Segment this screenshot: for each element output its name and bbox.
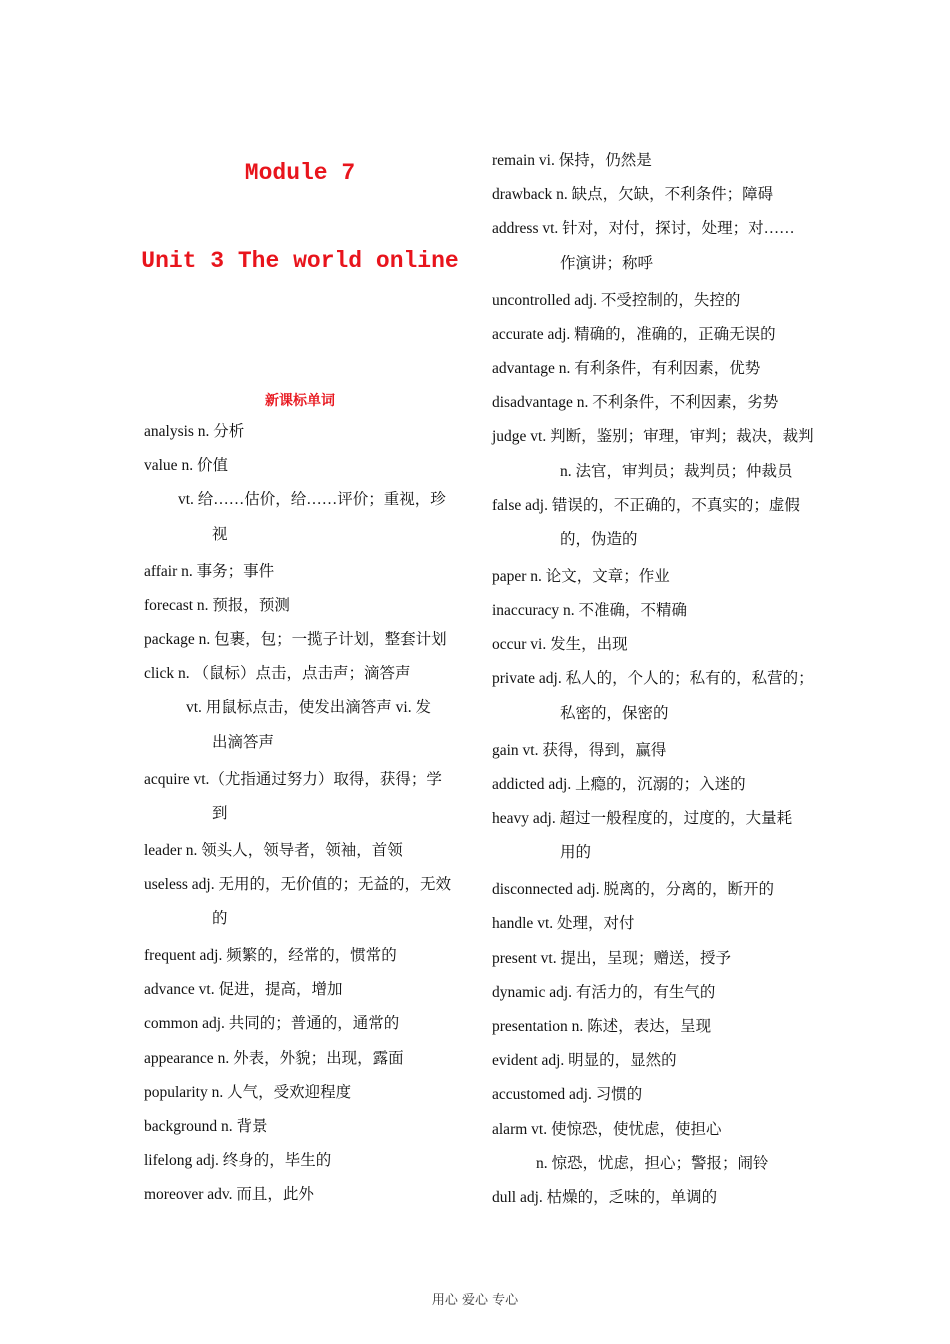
- vocab-line: uncontrolled adj. 不受控制的，失控的: [492, 291, 741, 309]
- vocab-line: presentation n. 陈述，表达，呈现: [492, 1017, 712, 1035]
- vocab-line: judge vt. 判断，鉴别；审理，审判；裁决，裁判: [492, 428, 814, 446]
- vocab-line: moreover adv. 而且，此外: [144, 1186, 314, 1204]
- vocab-line: 到: [212, 804, 228, 822]
- page-footer: 用心 爱心 专心: [431, 1293, 519, 1308]
- vocab-line: paper n. 论文，文章；作业: [492, 567, 670, 585]
- vocab-line: 作演讲；称呼: [560, 254, 654, 272]
- vocab-line: affair n. 事务；事件: [144, 562, 275, 580]
- vocab-line: dynamic adj. 有活力的，有生气的: [492, 983, 716, 1001]
- vocab-line: gain vt. 获得，得到，赢得: [492, 741, 667, 759]
- module-title: Module 7: [244, 160, 356, 186]
- vocab-line: disconnected adj. 脱离的，分离的，断开的: [492, 881, 774, 899]
- vocab-line: evident adj. 明显的，显然的: [492, 1052, 677, 1070]
- vocab-line: addicted adj. 上瘾的，沉溺的；入迷的: [492, 775, 746, 793]
- vocab-line: 出滴答声: [212, 733, 275, 751]
- vocab-line: occur vi. 发生，出现: [492, 636, 628, 654]
- vocab-line: popularity n. 人气，受欢迎程度: [144, 1083, 352, 1101]
- vocab-line: n. 法官，审判员；裁判员；仲裁员: [560, 462, 793, 480]
- vocab-line: advance vt. 促进，提高，增加: [144, 981, 343, 999]
- vocab-line: disadvantage n. 不利条件，不利因素，劣势: [492, 394, 779, 412]
- vocab-line: analysis n. 分析: [144, 423, 245, 440]
- vocab-line: drawback n. 缺点，欠缺，不利条件；障碍: [492, 186, 774, 204]
- vocab-line: acquire vt.（尤指通过努力）取得，获得；学: [144, 770, 442, 788]
- vocab-line: click n. （鼠标）点击，点击声；滴答声: [144, 665, 411, 683]
- vocab-line: vt. 用鼠标点击，使发出滴答声 vi. 发: [186, 699, 431, 717]
- vocab-line: 用的: [560, 844, 592, 862]
- vocab-line: useless adj. 无用的，无价值的；无益的，无效: [144, 875, 451, 893]
- vocab-line: common adj. 共同的；普通的，通常的: [144, 1015, 400, 1033]
- unit-title: Unit 3 The world online: [141, 248, 459, 274]
- vocab-line: 的，伪造的: [560, 530, 638, 548]
- section-title: 新课标单词: [265, 393, 335, 409]
- vocab-line: forecast n. 预报，预测: [144, 596, 290, 614]
- vocab-line: accurate adj. 精确的，准确的，正确无误的: [492, 325, 776, 343]
- vocab-line: 视: [212, 525, 228, 543]
- vocab-line: 的: [212, 910, 228, 928]
- vocab-line: alarm vt. 使惊恐，使忧虑，使担心: [492, 1120, 722, 1138]
- vocab-line: private adj. 私人的，个人的；私有的，私营的；: [492, 670, 814, 688]
- vocab-column-left: [144, 421, 469, 1219]
- vocab-line: vt. 给……估价，给……评价；重视，珍: [178, 491, 446, 509]
- vocab-line: address vt. 针对，对付，探讨，处理；对……: [492, 220, 795, 238]
- vocab-line: lifelong adj. 终身的，毕生的: [144, 1152, 332, 1170]
- vocab-line: present vt. 提出，呈现；赠送，授予: [492, 949, 731, 967]
- vocab-line: appearance n. 外表，外貌；出现，露面: [144, 1049, 404, 1067]
- vocab-line: remain vi. 保持，仍然是: [492, 152, 652, 169]
- vocab-column-right: [492, 150, 817, 1221]
- vocab-line: leader n. 领头人，领导者，领袖，首领: [144, 841, 403, 859]
- vocab-line: n. 惊恐，忧虑，担心；警报；闹铃: [536, 1154, 769, 1172]
- vocab-line: package n. 包裹，包；一揽子计划，整套计划: [144, 630, 447, 648]
- vocab-line: 私密的，保密的: [560, 704, 669, 722]
- vocab-line: accustomed adj. 习惯的: [492, 1086, 643, 1104]
- vocab-line: advantage n. 有利条件，有利因素，优势: [492, 359, 761, 377]
- vocab-line: dull adj. 枯燥的，乏味的，单调的: [492, 1188, 718, 1206]
- vocab-line: heavy adj. 超过一般程度的，过度的，大量耗: [492, 810, 793, 827]
- vocab-line: inaccuracy n. 不准确，不精确: [492, 602, 687, 620]
- vocab-line: background n. 背景: [144, 1118, 268, 1135]
- vocab-line: value n. 价值: [144, 457, 228, 475]
- vocab-line: false adj. 错误的，不正确的，不真实的；虚假: [492, 496, 800, 514]
- vocab-line: handle vt. 处理，对付: [492, 915, 635, 933]
- vocab-line: frequent adj. 频繁的，经常的，惯常的: [144, 947, 397, 965]
